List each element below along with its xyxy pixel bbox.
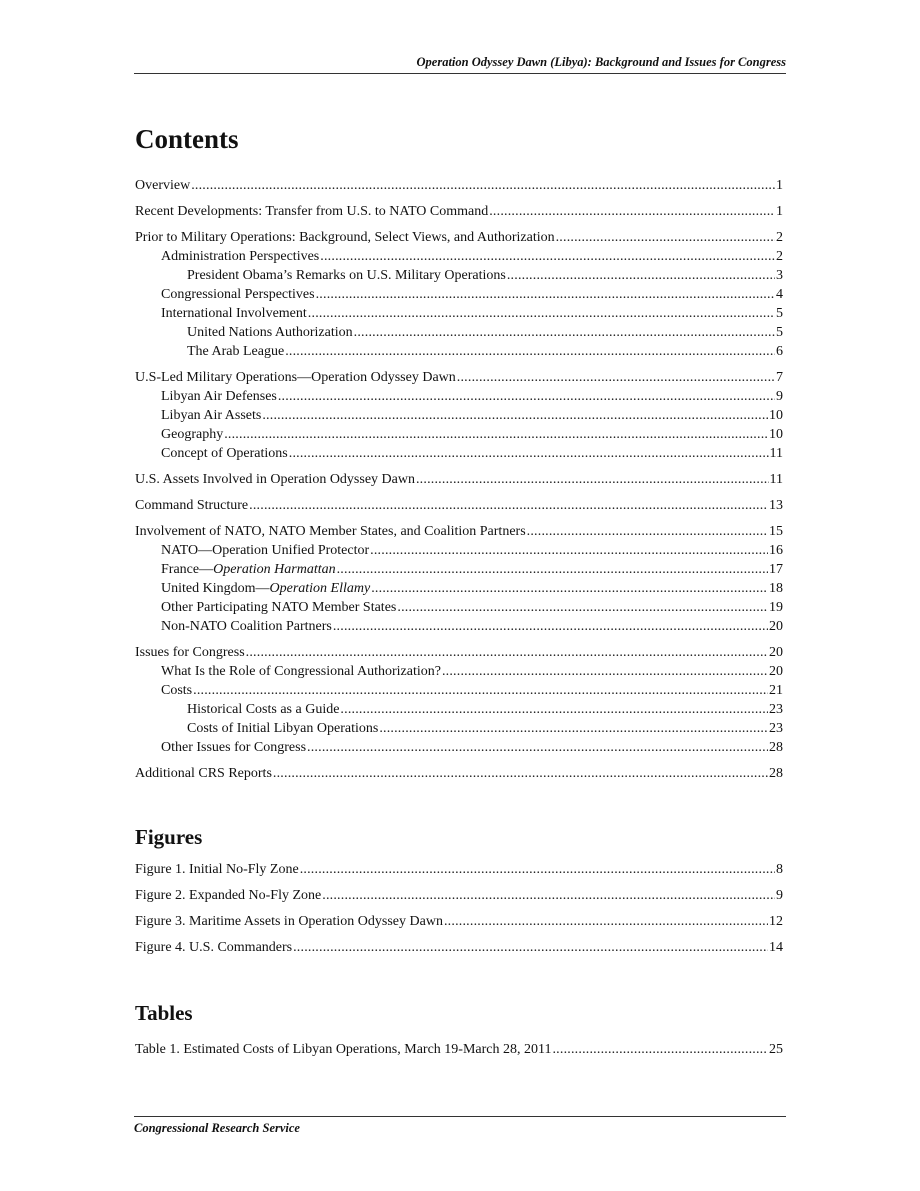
dot-leader: [489, 202, 775, 221]
tables-entry-page: 25: [769, 1042, 783, 1057]
contents-entry-title[interactable]: Costs: [161, 683, 193, 698]
contents-entry-title[interactable]: International Involvement: [161, 306, 307, 321]
contents-entry[interactable]: [135, 202, 783, 221]
contents-entry-title[interactable]: Concept of Operations: [161, 446, 288, 461]
contents-entry-title[interactable]: Overview: [135, 178, 191, 193]
dot-leader: [316, 285, 775, 304]
dot-leader: [246, 643, 768, 662]
tables-heading: Tables: [135, 1001, 193, 1025]
contents-entry-title[interactable]: United Nations Authorization: [187, 325, 353, 340]
dot-leader: [379, 719, 768, 738]
contents-entry[interactable]: [135, 470, 783, 489]
figures-entry-page: 8: [776, 862, 783, 877]
contents-entry-title[interactable]: Congressional Perspectives: [161, 287, 315, 302]
dot-leader: [527, 522, 768, 541]
dot-leader: [442, 662, 768, 681]
contents-entry-title[interactable]: Issues for Congress: [135, 645, 245, 660]
figures-entry[interactable]: [135, 886, 783, 905]
contents-entry-title[interactable]: Costs of Initial Libyan Operations: [187, 721, 379, 736]
dot-leader: [354, 323, 775, 342]
contents-entry[interactable]: [135, 304, 783, 323]
contents-entry-title[interactable]: Administration Perspectives: [161, 249, 320, 264]
dot-leader: [285, 342, 775, 361]
dot-leader: [371, 579, 768, 598]
contents-entry-page: 1: [776, 178, 783, 193]
tables-entry[interactable]: [135, 1040, 783, 1059]
dot-leader: [193, 681, 768, 700]
contents-entry-page: 1: [776, 204, 783, 219]
contents-entry[interactable]: [135, 662, 783, 681]
tables-entry-title[interactable]: Table 1. Estimated Costs of Libyan Operations, March 19-March 28, 2011: [135, 1042, 552, 1057]
contents-heading: Contents: [135, 124, 239, 154]
contents-entry-page: 23: [769, 702, 783, 717]
contents-entry[interactable]: [135, 247, 783, 266]
figures-entry[interactable]: [135, 912, 783, 931]
contents-entry-page: 5: [776, 325, 783, 340]
contents-entry-page: 10: [769, 427, 783, 442]
contents-entry-page: 23: [769, 721, 783, 736]
dot-leader: [507, 266, 775, 285]
contents-entry-title[interactable]: U.S-Led Military Operations—Operation Odyssey Dawn: [135, 370, 456, 385]
contents-entry[interactable]: [135, 719, 783, 738]
running-header-title: Operation Odyssey Dawn (Libya): Background and Issues for Congress: [416, 55, 786, 69]
page-footer: [134, 1116, 786, 1136]
dot-leader: [308, 304, 775, 323]
figures-entry-title[interactable]: Figure 3. Maritime Assets in Operation Odyssey Dawn: [135, 914, 443, 929]
contents-entry[interactable]: [135, 342, 783, 361]
contents-entry-title[interactable]: Historical Costs as a Guide: [187, 702, 340, 717]
dot-leader: [556, 228, 775, 247]
contents-entry-title[interactable]: Geography: [161, 427, 224, 442]
figures-entry-title[interactable]: Figure 1. Initial No-Fly Zone: [135, 862, 299, 877]
contents-entry-page: 20: [769, 645, 783, 660]
contents-entry[interactable]: [135, 496, 783, 515]
footer-organization: Congressional Research Service: [134, 1121, 300, 1135]
contents-entry-title[interactable]: President Obama’s Remarks on U.S. Military Operations: [187, 268, 506, 283]
contents-entry-title[interactable]: Non-NATO Coalition Partners: [161, 619, 332, 634]
contents-entry[interactable]: [135, 643, 783, 662]
contents-entry[interactable]: [135, 285, 783, 304]
contents-entry-title[interactable]: Other Participating NATO Member States: [161, 600, 397, 615]
contents-list: [135, 176, 783, 783]
running-header: [134, 55, 786, 74]
dot-leader: [397, 598, 768, 617]
contents-entry[interactable]: [135, 176, 783, 195]
contents-entry[interactable]: [135, 266, 783, 285]
contents-entry-page: 3: [776, 268, 783, 283]
figures-entry[interactable]: [135, 938, 783, 957]
contents-entry-page: 2: [776, 249, 783, 264]
dot-leader: [300, 860, 775, 879]
dot-leader: [340, 700, 768, 719]
contents-entry[interactable]: [135, 425, 783, 444]
contents-entry[interactable]: [135, 522, 783, 541]
dot-leader: [307, 738, 768, 757]
contents-entry[interactable]: [135, 406, 783, 425]
contents-entry-title[interactable]: NATO—Operation Unified Protector: [161, 543, 370, 558]
contents-entry-page: 18: [769, 581, 783, 596]
dot-leader: [552, 1040, 768, 1059]
contents-entry[interactable]: [135, 700, 783, 719]
contents-entry-page: 9: [776, 389, 783, 404]
dot-leader: [191, 176, 775, 195]
contents-entry-page: 16: [769, 543, 783, 558]
contents-entry[interactable]: [135, 598, 783, 617]
contents-entry-page: 7: [776, 370, 783, 385]
figures-list: [135, 860, 783, 957]
dot-leader: [293, 938, 768, 957]
contents-entry[interactable]: [135, 764, 783, 783]
contents-entry-page: 5: [776, 306, 783, 321]
contents-entry-page: 13: [769, 498, 783, 513]
contents-entry-title[interactable]: Involvement of NATO, NATO Member States, and Coalition Partners: [135, 524, 526, 539]
contents-entry-page: 10: [769, 408, 783, 423]
dot-leader: [262, 406, 768, 425]
contents-entry-title[interactable]: Command Structure: [135, 498, 249, 513]
contents-entry-title[interactable]: The Arab League: [187, 344, 285, 359]
contents-entry-title[interactable]: United Kingdom—Operation Ellamy: [161, 581, 371, 596]
contents-entry[interactable]: [135, 681, 783, 700]
figures-entry-page: 9: [776, 888, 783, 903]
contents-entry-page: 21: [769, 683, 783, 698]
tables-list: [135, 1040, 783, 1059]
figures-entry-title[interactable]: Figure 4. U.S. Commanders: [135, 940, 293, 955]
contents-entry[interactable]: [135, 387, 783, 406]
contents-entry-title[interactable]: Libyan Air Defenses: [161, 389, 277, 404]
contents-entry-title[interactable]: Other Issues for Congress: [161, 740, 307, 755]
contents-entry-title[interactable]: Libyan Air Assets: [161, 408, 262, 423]
contents-entry-title[interactable]: U.S. Assets Involved in Operation Odyssey Dawn: [135, 472, 415, 487]
contents-entry-page: 20: [769, 619, 783, 634]
figures-heading: Figures: [135, 825, 203, 849]
contents-entry-page: 28: [769, 740, 783, 755]
dot-leader: [289, 444, 769, 463]
dot-leader: [337, 560, 768, 579]
dot-leader: [224, 425, 768, 444]
contents-entry-title[interactable]: Prior to Military Operations: Background, Select Views, and Authorization: [135, 230, 555, 245]
contents-entry[interactable]: [135, 617, 783, 636]
dot-leader: [320, 247, 775, 266]
dot-leader: [273, 764, 768, 783]
contents-entry-page: 4: [776, 287, 783, 302]
contents-entry[interactable]: [135, 228, 783, 247]
figures-entry-title[interactable]: Figure 2. Expanded No-Fly Zone: [135, 888, 322, 903]
contents-entry[interactable]: [135, 323, 783, 342]
dot-leader: [333, 617, 768, 636]
contents-entry-page: 2: [776, 230, 783, 245]
figures-entry-page: 14: [769, 940, 783, 955]
contents-entry[interactable]: [135, 444, 783, 463]
contents-entry-page: 17: [769, 562, 783, 577]
contents-entry-title[interactable]: France—Operation Harmattan: [161, 562, 336, 577]
contents-entry[interactable]: [135, 368, 783, 387]
contents-entry-title[interactable]: Additional CRS Reports: [135, 766, 272, 781]
figures-entry-page: 12: [769, 914, 783, 929]
dot-leader: [416, 470, 769, 489]
figures-entry[interactable]: [135, 860, 783, 879]
contents-entry-title[interactable]: What Is the Role of Congressional Authorization?: [161, 664, 441, 679]
contents-entry[interactable]: [135, 738, 783, 757]
contents-entry-page: 6: [776, 344, 783, 359]
contents-entry-page: 11: [769, 446, 783, 461]
contents-entry-page: 11: [769, 472, 783, 487]
contents-entry[interactable]: [135, 560, 783, 579]
dot-leader: [278, 387, 775, 406]
dot-leader: [249, 496, 768, 515]
contents-entry-page: 28: [769, 766, 783, 781]
dot-leader: [322, 886, 775, 905]
contents-entry-title[interactable]: Recent Developments: Transfer from U.S. to NATO Command: [135, 204, 489, 219]
contents-entry-page: 19: [769, 600, 783, 615]
contents-entry-page: 15: [769, 524, 783, 539]
contents-entry[interactable]: [135, 541, 783, 560]
dot-leader: [444, 912, 768, 931]
contents-entry[interactable]: [135, 579, 783, 598]
dot-leader: [370, 541, 768, 560]
dot-leader: [457, 368, 775, 387]
contents-entry-page: 20: [769, 664, 783, 679]
